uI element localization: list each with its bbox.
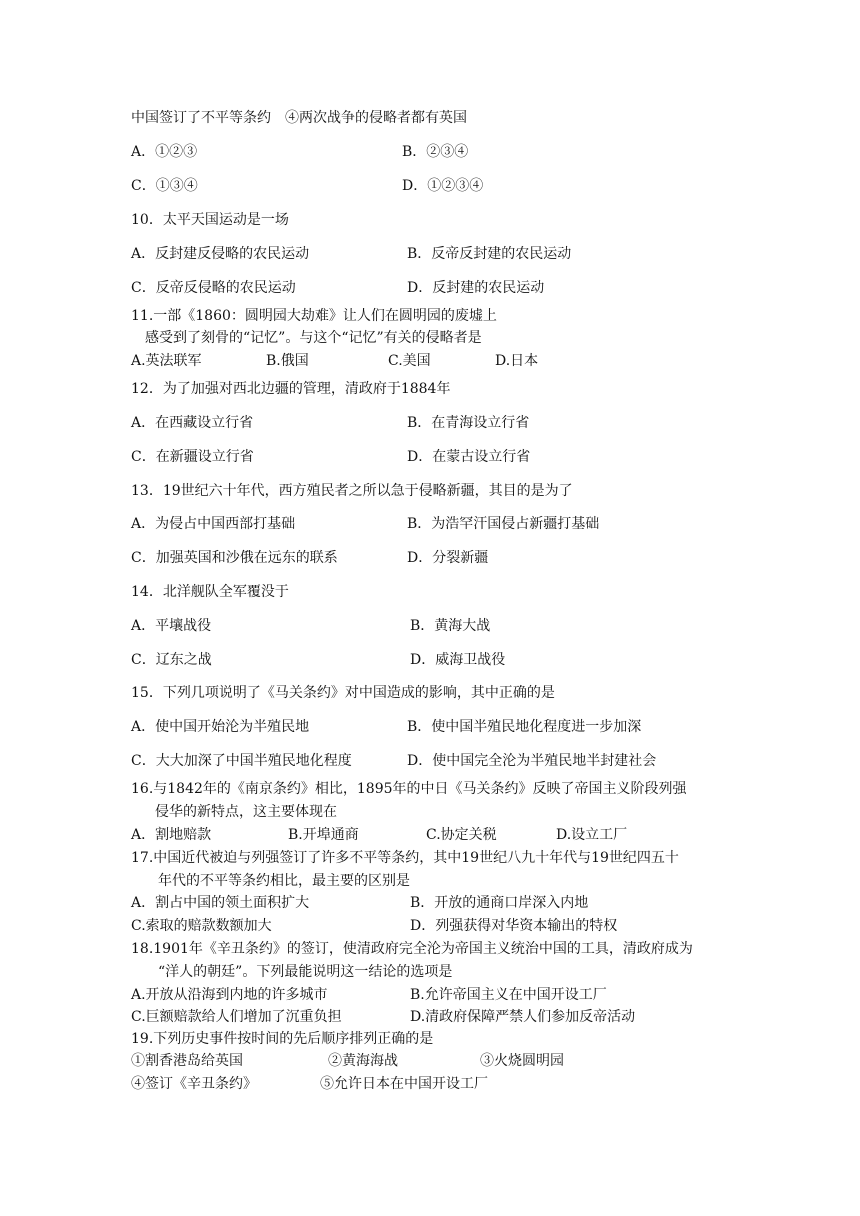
answer-option: C．大大加深了中国半殖民地化程度 xyxy=(131,753,352,769)
answer-option: ③火烧圆明园 xyxy=(480,1053,564,1069)
answer-option: C.巨额赔款给人们增加了沉重负担 xyxy=(131,1009,342,1025)
answer-option: C．①③④ xyxy=(131,178,198,194)
answer-option: A.英法联军 xyxy=(131,353,202,369)
answer-option: D．①②③④ xyxy=(402,178,484,194)
answer-option: B．在青海设立行省 xyxy=(407,415,530,431)
text-line: 侵华的新特点，这主要体现在 xyxy=(155,804,337,820)
answer-option: B．使中国半殖民地化程度进一步加深 xyxy=(407,719,642,735)
answer-option: B．黄海大战 xyxy=(410,618,491,634)
answer-option: B．为浩罕汗国侵占新疆打基础 xyxy=(407,516,600,532)
answer-option: B.开埠通商 xyxy=(288,827,359,843)
answer-option: B.允许帝国主义在中国开设工厂 xyxy=(410,987,607,1003)
answer-option: A．①②③ xyxy=(131,144,198,160)
text-line: 17.中国近代被迫与列强签订了许多不平等条约，其中19世纪八九十年代与19世纪四五十 xyxy=(131,850,679,866)
text-line: “洋人的朝廷”。下列最能说明这一结论的选项是 xyxy=(158,964,453,980)
answer-option: ④签订《辛丑条约》 xyxy=(131,1076,257,1092)
answer-option: D.设立工厂 xyxy=(556,827,628,843)
text-line: 年代的不平等条约相比，最主要的区别是 xyxy=(158,873,410,889)
answer-option: C.协定关税 xyxy=(426,827,497,843)
answer-option: B．反帝反封建的农民运动 xyxy=(407,246,572,262)
answer-option: D．分裂新疆 xyxy=(407,550,489,566)
answer-option: C．加强英国和沙俄在远东的联系 xyxy=(131,550,338,566)
answer-option: C.美国 xyxy=(388,353,431,369)
answer-option: B．②③④ xyxy=(402,144,469,160)
answer-option: A．平壤战役 xyxy=(131,618,212,634)
answer-option: C．辽东之战 xyxy=(131,652,212,668)
answer-option: C.索取的赔款数额加大 xyxy=(131,918,272,934)
text-line: 10．太平天国运动是一场 xyxy=(131,212,289,228)
answer-option: ②黄海海战 xyxy=(328,1053,398,1069)
answer-option: A.开放从沿海到内地的许多城市 xyxy=(131,987,328,1003)
answer-option: A．割占中国的领土面积扩大 xyxy=(131,895,310,911)
text-line: 16.与1842年的《南京条约》相比，1895年的中日《马关条约》反映了帝国主义阶段列强 xyxy=(131,781,687,797)
answer-option: ⑤允许日本在中国开设工厂 xyxy=(320,1076,488,1092)
answer-option: D.日本 xyxy=(495,353,539,369)
text-line: 15．下列几项说明了《马关条约》对中国造成的影响，其中正确的是 xyxy=(131,685,555,701)
answer-option: ①割香港岛给英国 xyxy=(131,1053,243,1069)
answer-option: D．反封建的农民运动 xyxy=(407,280,545,296)
answer-option: C．在新疆设立行省 xyxy=(131,449,254,465)
text-line: 11.一部《1860：圆明园大劫难》让人们在圆明园的废墟上 xyxy=(131,308,497,324)
answer-option: A．在西藏设立行省 xyxy=(131,415,254,431)
answer-option: D．使中国完全沦为半殖民地半封建社会 xyxy=(407,753,657,769)
answer-option: D．在蒙古设立行省 xyxy=(407,449,531,465)
text-line: 14．北洋舰队全军覆没于 xyxy=(131,584,289,600)
text-line: 18.1901年《辛丑条约》的签订，使清政府完全沦为帝国主义统治中国的工具，清政府成为 xyxy=(131,941,693,957)
text-line: 中国签订了不平等条约 ④两次战争的侵略者都有英国 xyxy=(131,110,467,126)
answer-option: D．列强获得对华资本输出的特权 xyxy=(410,918,618,934)
answer-option: A．反封建反侵略的农民运动 xyxy=(131,246,310,262)
answer-option: A．使中国开始沦为半殖民地 xyxy=(131,719,310,735)
answer-option: B．开放的通商口岸深入内地 xyxy=(410,895,589,911)
answer-option: D．威海卫战役 xyxy=(410,652,506,668)
answer-option: C．反帝反侵略的农民运动 xyxy=(131,280,296,296)
answer-option: A．割地赔款 xyxy=(131,827,212,843)
text-line: 13．19世纪六十年代，西方殖民者之所以急于侵略新疆，其目的是为了 xyxy=(131,483,573,499)
text-line: 19.下列历史事件按时间的先后顺序排列正确的是 xyxy=(131,1031,434,1047)
answer-option: A．为侵占中国西部打基础 xyxy=(131,516,296,532)
answer-option: B.俄国 xyxy=(266,353,309,369)
text-line: 12．为了加强对西北边疆的管理，清政府于1884年 xyxy=(131,381,451,397)
text-line: 感受到了刻骨的“记忆”。与这个“记忆”有关的侵略者是 xyxy=(145,330,482,346)
answer-option: D.清政府保障严禁人们参加反帝活动 xyxy=(410,1009,636,1025)
